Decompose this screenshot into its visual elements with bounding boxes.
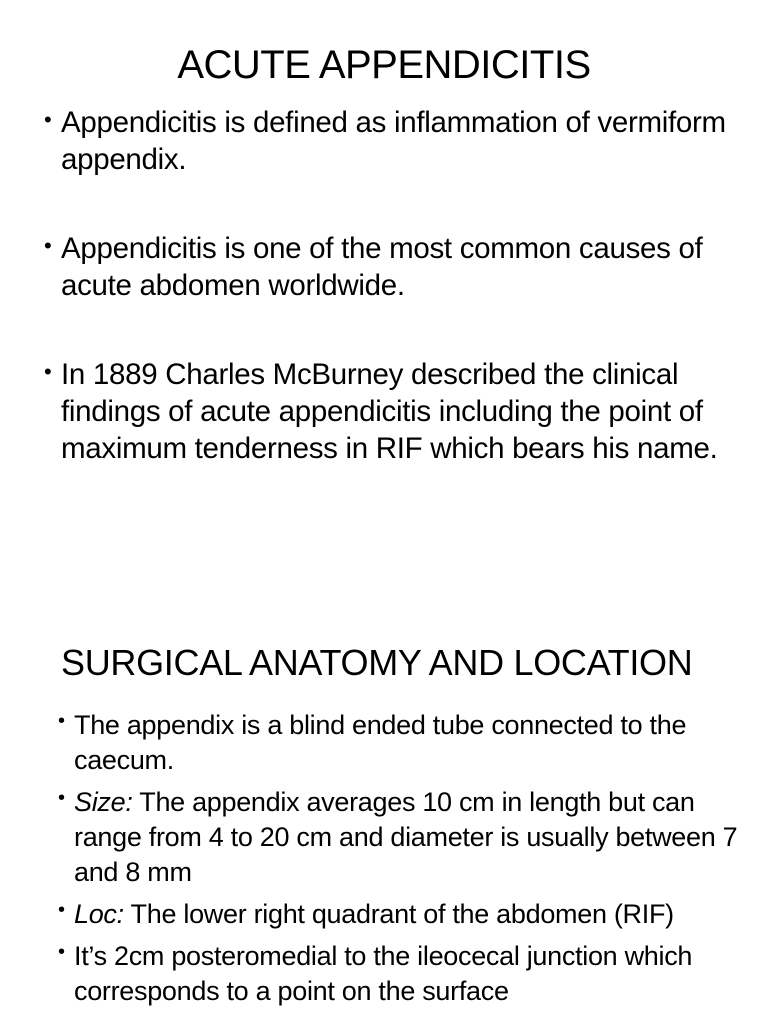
list-item — [58, 897, 738, 932]
bullet-text: In 1889 Charles McBurney described the clinical findings of acute appendicitis including the point of maximum tenderness in RIF which bears his name. — [61, 358, 718, 465]
bullet-marker: • — [44, 233, 52, 258]
bullet-term: Loc: — [74, 899, 124, 929]
bullet-term: Size: — [74, 787, 133, 817]
slide-surgical-anatomy — [0, 620, 768, 1024]
list-item — [58, 939, 738, 1009]
list-item — [58, 708, 738, 778]
bullet-marker: • — [44, 359, 52, 384]
list-item — [44, 230, 744, 304]
bullet-marker: • — [58, 899, 65, 921]
bullet-marker: • — [44, 107, 52, 132]
bullet-text: It’s 2cm posteromedial to the ileocecal junction which corresponds to a point on the surface — [74, 941, 693, 1006]
bullet-list — [58, 708, 738, 1016]
list-item — [58, 785, 738, 890]
bullet-text: Appendicitis is one of the most common causes of acute abdomen worldwide. — [61, 232, 703, 302]
bullet-list — [44, 104, 744, 519]
list-item — [44, 356, 744, 467]
bullet-text: The appendix is a blind ended tube connected to the caecum. — [74, 710, 687, 775]
bullet-text: The appendix averages 10 cm in length but can range from 4 to 20 cm and diameter is usually between 7 and 8 mm — [74, 787, 738, 887]
bullet-text: Appendicitis is defined as inflammation of vermiform appendix. — [61, 106, 726, 176]
slide-title: SURGICAL ANATOMY AND LOCATION — [61, 642, 693, 683]
bullet-marker: • — [58, 941, 65, 963]
slide-title: ACUTE APPENDICITIS — [177, 43, 591, 87]
bullet-marker: • — [58, 710, 65, 732]
list-item — [44, 104, 744, 178]
bullet-text: The lower right quadrant of the abdomen (RIF) — [123, 899, 674, 929]
bullet-marker: • — [58, 787, 65, 809]
